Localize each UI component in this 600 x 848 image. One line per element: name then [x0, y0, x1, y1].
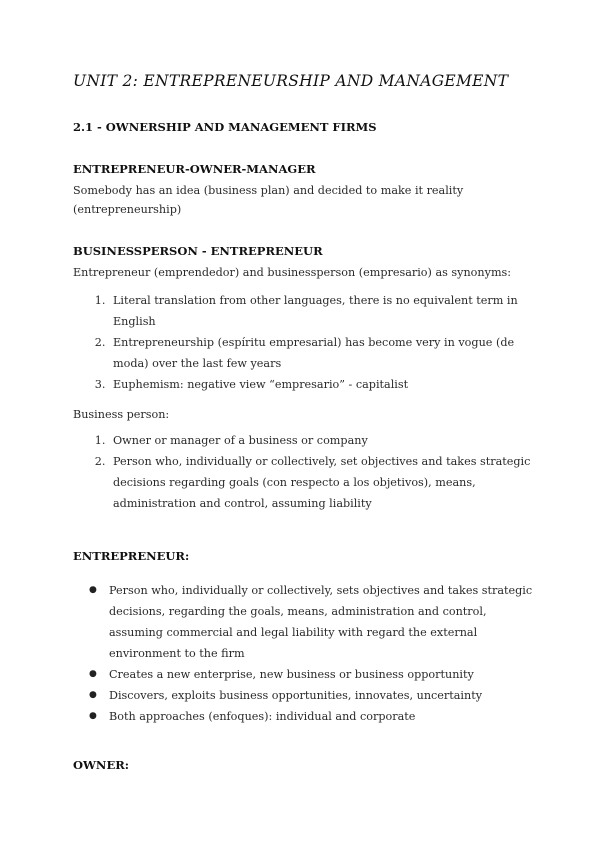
entrepreneur-section [73, 548, 540, 727]
unit-title: UNIT 2: ENTREPRENEURSHIP AND MANAGEMENT [73, 72, 509, 90]
list-item: 2. Entrepreneurship (espíritu empresarial) has become very in vogue (de moda) over the last few years [109, 332, 540, 374]
list-item: 2. Person who, individually or collectively, set objectives and takes strategic decisions regarding goals (con respecto a los objetivos), means, administration and control, assuming liability [109, 451, 540, 514]
businessperson-entrepreneur-section [73, 243, 540, 514]
list-item [89, 685, 540, 706]
entrepreneur-heading: ENTREPRENEUR: [73, 549, 190, 563]
section-title: 2.1 - OWNERSHIP AND MANAGEMENT FIRMS [73, 120, 377, 134]
owner-section [73, 757, 540, 773]
list-item: 1. Literal translation from other languages, there is no equivalent term in English [109, 290, 540, 332]
synonyms-list [73, 290, 540, 395]
businessperson-entrepreneur-intro: Entrepreneur (emprendedor) and businessperson (empresario) as synonyms: [73, 266, 512, 279]
list-item: 3. Euphemism: negative view “empresario” - capitalist [109, 374, 540, 395]
list-item [89, 706, 540, 727]
list-item-text: Discovers, exploits business opportunities, innovates, uncertainty [109, 689, 483, 702]
business-person-label: Business person: [73, 408, 170, 421]
list-item [89, 664, 540, 685]
list-item-text: Creates a new enterprise, new business or business opportunity [109, 668, 474, 681]
entrepreneur-owner-manager-heading: ENTREPRENEUR-OWNER-MANAGER [73, 162, 316, 176]
business-person-list [73, 430, 540, 514]
entrepreneur-list [73, 580, 540, 727]
businessperson-entrepreneur-heading: BUSINESSPERSON - ENTREPRENEUR [73, 244, 323, 258]
entrepreneur-owner-manager-section [73, 161, 540, 219]
bullet-icon: ● [89, 711, 97, 721]
bullet-icon: ● [89, 585, 97, 595]
list-item-text: Person who, individually or collectively, sets objectives and takes strategic decisions, regarding the goals, means, administration and control, assuming commercial and legal liability with regard the external environment to the firm [109, 584, 533, 660]
bullet-icon: ● [89, 690, 97, 700]
list-item [89, 580, 540, 664]
owner-heading: OWNER: [73, 758, 130, 772]
list-item: 1. Owner or manager of a business or company [109, 430, 540, 451]
bullet-icon: ● [89, 669, 97, 679]
list-item-text: Both approaches (enfoques): individual and corporate [109, 710, 416, 723]
entrepreneur-owner-manager-text: Somebody has an idea (business plan) and decided to make it reality (entrepreneurship) [73, 184, 464, 216]
